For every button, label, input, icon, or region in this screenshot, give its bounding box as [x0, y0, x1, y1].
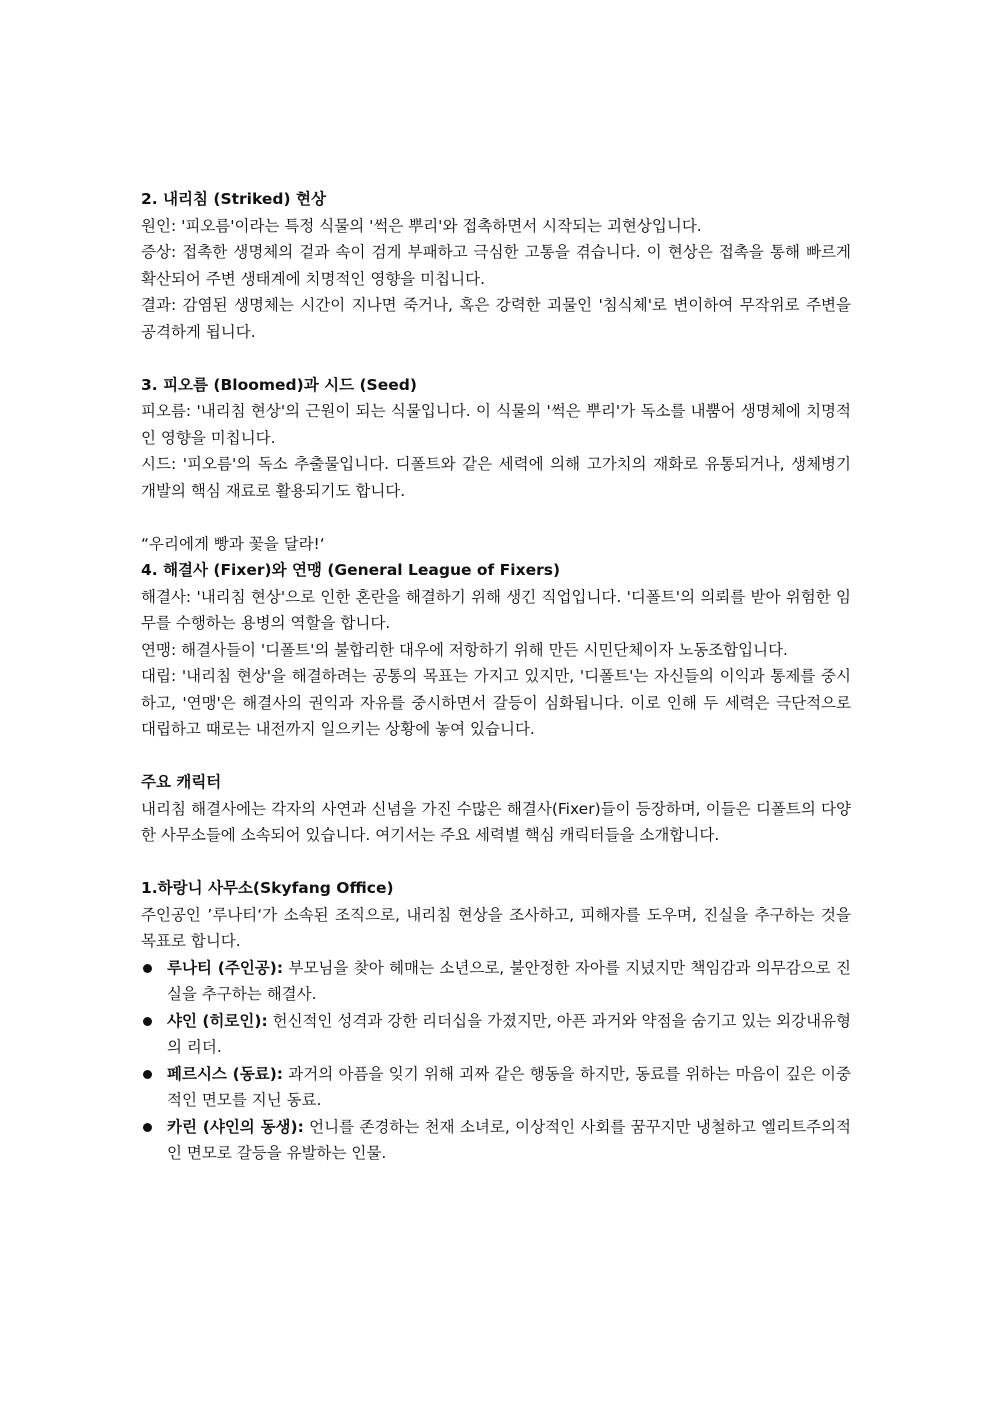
- section-heading-fixer: 4. 해결사 (Fixer)와 연맹 (General League of Fixers): [141, 561, 561, 579]
- spacer: [141, 849, 851, 876]
- quote-line: “우리에게 빵과 꽃을 달라!‘: [141, 534, 325, 553]
- list-item: [141, 1114, 851, 1167]
- paragraph-fixer: 해결사: '내리침 현상'으로 인한 혼란을 해결하기 위해 생긴 직업입니다. '디폴트'의 의뢰를 받아 위험한 임무를 수행하는 용병의 역할을 합니다.: [141, 587, 851, 632]
- section-heading-striked: 2. 내리침 (Striked) 현상: [141, 190, 326, 208]
- bullet-icon: [143, 1070, 152, 1079]
- member-desc: 헌신적인 성격과 강한 리더십을 가졌지만, 아픈 과거와 약점을 숨기고 있는 외강내유형의 리더.: [167, 1011, 851, 1056]
- member-desc: 언니를 존경하는 천재 소녀로, 이상적인 사회를 꿈꾸지만 냉철하고 엘리트주의적인 면모로 갈등을 유발하는 인물.: [167, 1117, 851, 1162]
- paragraph-cause: 원인: '피오름'이라는 특정 식물의 '썩은 뿌리'와 접촉하면서 시작되는 괴현상입니다.: [141, 216, 702, 235]
- section-heading-bloomed: 3. 피오름 (Bloomed)과 시드 (Seed): [141, 375, 417, 394]
- paragraph-skyfang-intro: 주인공인 ’루나티‘가 소속된 조직으로, 내리침 현상을 조사하고, 피해자를 도우며, 진실을 추구하는 것을 목표로 합니다.: [141, 905, 851, 950]
- paragraph-conflict: 대립: '내리침 현상'을 해결하려는 공통의 목표는 가지고 있지만, '디폴트'는 자신들의 이익과 통제를 중시하고, '연맹'은 해결사의 권익과 자유를 중시하면서 갈등이 심화됩니다. 이로 인해 두 세력은 극단적으로 대립하고 때로는 내전까지 일으키는 상황에 놓여 있습니다.: [141, 667, 851, 738]
- list-item: [141, 1008, 851, 1061]
- bullet-icon: [143, 1017, 152, 1026]
- paragraph-bloomed: 피오름: '내리침 현상'의 근원이 되는 식물입니다. 이 식물의 '썩은 뿌리'가 독소를 내뿜어 생명체에 치명적인 영향을 미칩니다.: [141, 402, 851, 447]
- member-list: [141, 955, 851, 1167]
- section-heading-skyfang: 1.하랑니 사무소(Skyfang Office): [141, 879, 394, 897]
- paragraph-result: 결과: 감염된 생명체는 시간이 지나면 죽거나, 혹은 강력한 괴물인 '침식체'로 변이하여 무작위로 주변을 공격하게 됩니다.: [141, 296, 851, 341]
- bullet-icon: [143, 964, 152, 973]
- bullet-icon: [143, 1123, 152, 1132]
- member-name: 루나티 (주인공):: [167, 958, 284, 977]
- paragraph-seed: 시드: '피오름'의 독소 추출물입니다. 디폴트와 같은 세력에 의해 고가치의 재화로 유통되거나, 생체병기 개발의 핵심 재료로 활용되기도 합니다.: [141, 455, 851, 500]
- list-item: [141, 955, 851, 1008]
- list-item: [141, 1061, 851, 1114]
- section-heading-characters: 주요 캐릭터: [141, 773, 222, 791]
- spacer: [141, 504, 851, 531]
- spacer: [141, 345, 851, 372]
- paragraph-characters-intro: 내리침 해결사에는 각자의 사연과 신념을 가진 수많은 해결사(Fixer)들이 등장하며, 이들은 디폴트의 다양한 사무소들에 소속되어 있습니다. 여기서는 주요 세력별 핵심 캐릭터들을 소개합니다.: [141, 799, 851, 844]
- member-name: 샤인 (히로인):: [167, 1011, 268, 1030]
- paragraph-league: 연맹: 해결사들이 '디폴트'의 불합리한 대우에 저항하기 위해 만든 시민단체이자 노동조합입니다.: [141, 640, 788, 659]
- member-name: 카린 (샤인의 동생):: [167, 1117, 304, 1136]
- member-desc: 과거의 아픔을 잊기 위해 괴짜 같은 행동을 하지만, 동료를 위하는 마음이 깊은 이중적인 면모를 지닌 동료.: [167, 1064, 851, 1109]
- member-desc: 부모님을 찾아 헤매는 소년으로, 불안정한 자아를 지녔지만 책임감과 의무감으로 진실을 추구하는 해결사.: [167, 958, 851, 1003]
- paragraph-symptom: 증상: 접촉한 생명체의 겉과 속이 검게 부패하고 극심한 고통을 겪습니다. 이 현상은 접촉을 통해 빠르게 확산되어 주변 생태계에 치명적인 영향을 미칩니다.: [141, 243, 851, 288]
- document-body: [141, 186, 851, 1167]
- member-name: 페르시스 (동료):: [167, 1064, 283, 1083]
- spacer: [141, 743, 851, 770]
